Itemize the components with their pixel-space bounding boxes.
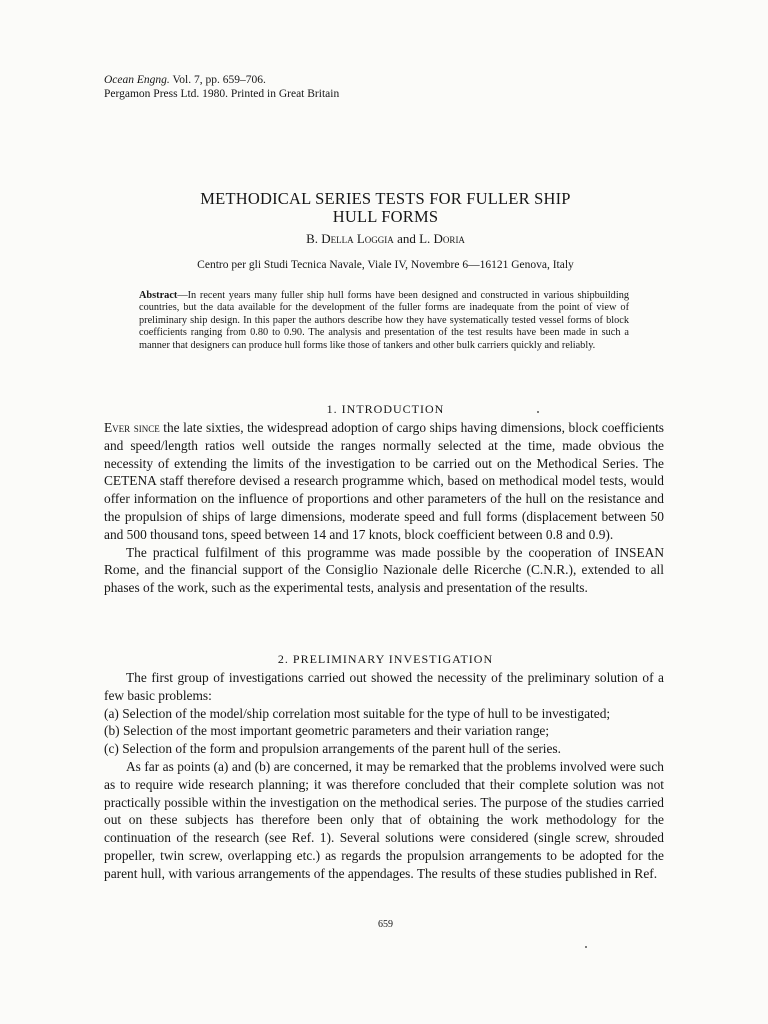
list-item-c: (c) Selection of the form and propulsion arrangements of the parent hull of the series. xyxy=(104,741,561,757)
introduction-paragraph-2: The practical fulfilment of this programme was made possible by the cooperation of INSEAN Rome, and the financial support of the Consiglio Nazionale delle Ricerche (C.N.R.), extended to all phases of the work, such as the experimental tests, analysis and presentation of the results. xyxy=(104,544,664,596)
introduction-paragraph-1 xyxy=(104,419,664,544)
author2-initial: L. xyxy=(419,231,434,246)
scan-speck xyxy=(537,411,539,413)
author-connector: and xyxy=(393,231,420,246)
introduction-body xyxy=(104,419,664,597)
journal-name: Ocean Engng. xyxy=(104,74,170,86)
paragraph-text: the late sixties, the widespread adoption of cargo ships having dimensions, block coefficients and speed/length ratios well outside the ranges normally selected at the time, made obvious the necessity of extending the limits of the investigation to be carried out on the Methodical Series. The CETENA staff therefore devised a research programme which, based on methodical model tests, would offer information on the influence of proportions and other parameters of the hull on the resistance and the propulsion of ships of large dimensions, moderate speed and full forms (displacement between 50 and 500 thousand tons, speed between 14 and 17 knots, block coefficient between 0.8 and 0.9). xyxy=(104,420,664,542)
section-heading-preliminary-investigation: 2. PRELIMINARY INVESTIGATION xyxy=(277,652,494,666)
title-line-2: HULL FORMS xyxy=(332,207,439,226)
paper-title xyxy=(104,190,667,226)
abstract xyxy=(139,290,629,352)
preliminary-paragraph-1: The first group of investigations carried out showed the necessity of the preliminary solution of a few basic problems: xyxy=(104,670,664,703)
scan-speck xyxy=(585,946,587,948)
list-item-b: (b) Selection of the most important geometric parameters and their variation range; xyxy=(104,723,550,739)
publisher-line: Pergamon Press Ltd. 1980. Printed in Great Britain xyxy=(104,88,340,100)
preliminary-investigation-body xyxy=(104,669,664,883)
journal-header xyxy=(104,73,339,101)
abstract-label: Abstract xyxy=(139,290,178,301)
affiliation: Centro per gli Studi Tecnica Navale, Viale IV, Novembre 6—16121 Genova, Italy xyxy=(197,259,574,271)
section-heading-introduction: 1. INTRODUCTION xyxy=(326,402,445,416)
citation-line xyxy=(104,73,339,87)
preliminary-paragraph-2: As far as points (a) and (b) are concerned, it may be remarked that the problems involved were such as to require wide research planning; it was therefore concluded that their complete solution was not practically possible within the investigation on the methodical series. The purpose of the studies carried out on these subjects has therefore been only that of obtaining the work methodology for the continuation of the research (see Ref. 1). Several solutions were considered (single screw, shrouded propeller, twin screw, overlapping etc.) as regards the propulsion arrangements to be adopted for the parent hull, with various arrangements of the appendages. The results of these studies published in Ref. xyxy=(104,758,664,881)
author-line xyxy=(104,231,667,247)
author1-initial: B. xyxy=(306,231,322,246)
title-line-1: METHODICAL SERIES TESTS FOR FULLER SHIP xyxy=(200,189,571,208)
paragraph-lead-words: Ever since xyxy=(104,420,160,435)
volume-pages: Vol. 7, pp. 659–706. xyxy=(169,74,266,86)
author2-surname: Doria xyxy=(433,231,465,246)
list-item-a: (a) Selection of the model/ship correlation most suitable for the type of hull to be investigated; xyxy=(104,705,611,721)
page-number: 659 xyxy=(378,919,393,930)
abstract-text: —In recent years many fuller ship hull forms have been designed and constructed in various shipbuilding countries, but the data available for the development of the fuller forms are inadequate from the point of view of preliminary ship design. In this paper the authors describe how they have systematically tested vessel forms of block coefficients ranging from 0.80 to 0.90. The analysis and presentation of the test results have been made in such a manner that designers can produce hull forms like those of tankers and other bulk carriers quickly and reliably. xyxy=(139,290,629,351)
author1-surname: Della Loggia xyxy=(321,231,394,246)
